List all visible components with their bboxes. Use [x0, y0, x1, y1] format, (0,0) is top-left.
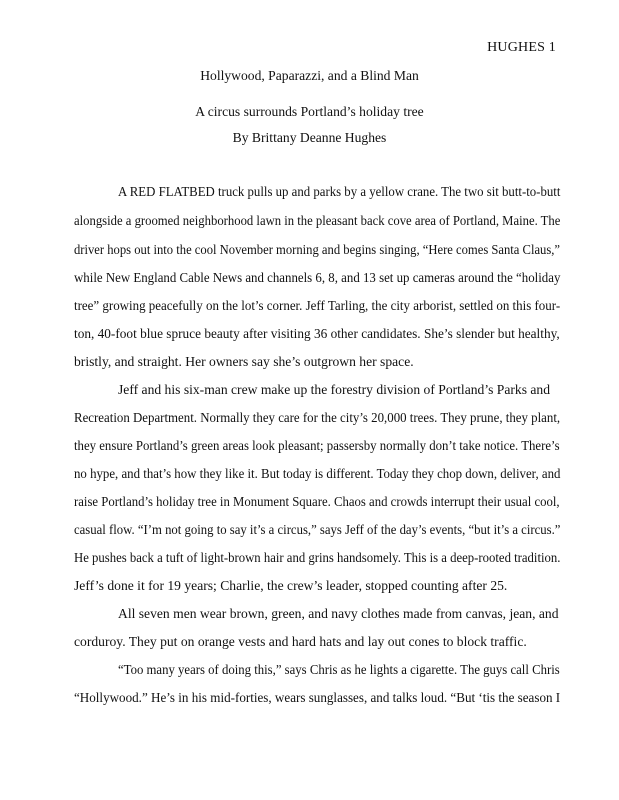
body-line: alongside a groomed neighborhood lawn in the pleasant back cove area of Portland, Maine. The — [74, 213, 561, 228]
running-header: HUGHES 1 — [487, 40, 556, 55]
body-line: tree” growing peacefully on the lot’s corner. Jeff Tarling, the city arborist, settled on this four- — [74, 298, 561, 313]
body-line: corduroy. They put on orange vests and hard hats and lay out cones to block traffic. — [74, 634, 527, 649]
body-line: driver hops out into the cool November morning and begins singing, “Here comes Santa Claus,” — [74, 242, 561, 257]
body-line: “Hollywood.” He’s in his mid-forties, wears sunglasses, and talks loud. “But ‘tis the season I — [74, 690, 561, 705]
body-line: Jeff’s done it for 19 years; Charlie, the crew’s leader, stopped counting after 25. — [74, 578, 508, 593]
body-line: casual flow. “I’m not going to say it’s a circus,” says Jeff of the day’s events, “but it’s a circus.” — [74, 522, 561, 537]
article-subhead: A circus surrounds Portland’s holiday tree — [195, 104, 424, 119]
body-line: Recreation Department. Normally they care for the city’s 20,000 trees. They prune, they plant, — [74, 410, 561, 425]
body-line: bristly, and straight. Her owners say she’s outgrown her space. — [74, 354, 414, 369]
article-byline: By Brittany Deanne Hughes — [232, 130, 387, 145]
body-line: they ensure Portland’s green areas look pleasant; passersby normally don’t take notice. There’s — [74, 438, 560, 453]
body-line: Jeff and his six-man crew make up the forestry division of Portland’s Parks and — [118, 382, 551, 397]
body-line: ton, 40-foot blue spruce beauty after visiting 36 other candidates. She’s slender but healthy, — [74, 326, 560, 341]
body-line: He pushes back a tuft of light-brown hair and grins handsomely. This is a deep-rooted tradition. — [74, 550, 561, 565]
body-line: raise Portland’s holiday tree in Monument Square. Chaos and crowds interrupt their usual cool, — [74, 494, 560, 509]
body-line: “Too many years of doing this,” says Chris as he lights a cigarette. The guys call Chris — [118, 662, 560, 677]
body-line: no hype, and that’s how they like it. But today is different. Today they chop down, deliver, and — [74, 466, 561, 481]
body-line: A RED FLATBED truck pulls up and parks by a yellow crane. The two sit butt-to-butt — [118, 184, 561, 199]
article-headline: Hollywood, Paparazzi, and a Blind Man — [200, 68, 419, 83]
body-line: while New England Cable News and channels 6, 8, and 13 set up cameras around the “holiday — [74, 270, 561, 285]
body-line: All seven men wear brown, green, and navy clothes made from canvas, jean, and — [118, 606, 559, 621]
